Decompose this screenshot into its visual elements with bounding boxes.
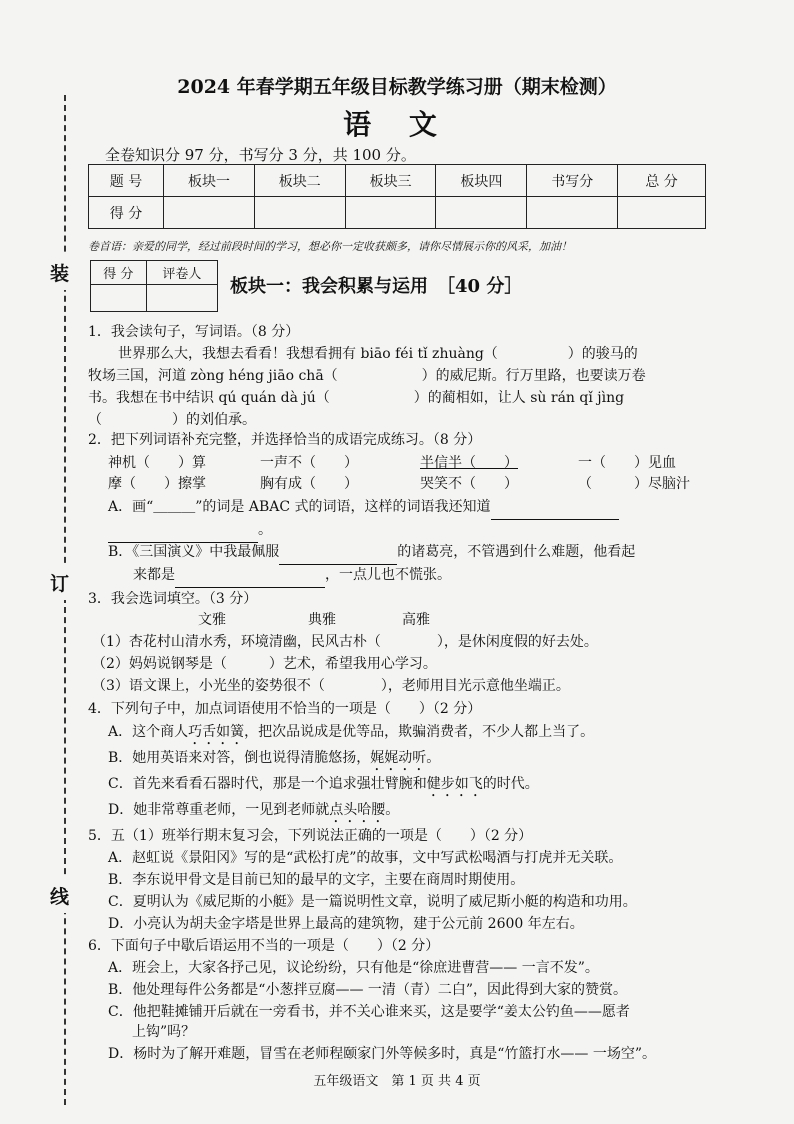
score-header-cell: 书写分 xyxy=(527,165,618,197)
section-one-heading: 板块一：我会积累与运用 ［40 分］ xyxy=(230,276,523,297)
q2-part-a-text: A．画“＿＿＿”的词是 ABAC 式的词语，这样的词语我还知道 xyxy=(108,499,491,515)
q2-word-underlined: 半信半（ ） xyxy=(420,455,518,471)
q2-word: 哭笑不（ ） xyxy=(420,476,518,492)
q4-option-a xyxy=(108,720,594,748)
q4-text: 的时代。 xyxy=(482,776,539,792)
preface: 卷首语：亲爱的同学，经过前段时间的学习，想必你一定收获颇多，请你尽情展示你的风采，加油！ xyxy=(88,240,572,253)
score-cell[interactable] xyxy=(436,197,527,229)
grader-name-label: 评卷人 xyxy=(146,261,217,285)
grader-score-cell[interactable] xyxy=(91,285,147,312)
binding-label-zhuang: 装 xyxy=(50,255,69,290)
answer-blank[interactable] xyxy=(491,495,619,520)
q5-title: 5．五（1）班举行期末复习会，下列说法正确的一项是（ ）（2 分） xyxy=(88,828,533,844)
q4-dotted-word: 娓娓动听 xyxy=(370,750,427,766)
binding-label-ding: 订 xyxy=(50,565,69,600)
q3-word-option: 高雅 xyxy=(402,612,430,628)
q2-part-b-cont xyxy=(133,563,451,588)
q3-title: 3．我会选词填空。（3 分） xyxy=(88,591,258,607)
q1-line: （ ）的刘伯承。 xyxy=(88,412,256,428)
subject-title: 语 文 xyxy=(343,108,451,141)
answer-blank[interactable] xyxy=(279,540,397,565)
score-cell[interactable] xyxy=(527,197,618,229)
q4-option-b xyxy=(108,746,440,774)
q5-option-a: A．赵虹说《景阳冈》写的是“武松打虎”的故事，文中写武松喝酒与打虎并无关联。 xyxy=(108,850,623,866)
grader-score-label: 得 分 xyxy=(91,261,147,285)
q6-option-a: A．班会上，大家各抒己见，议论纷纷，只有他是“徐庶进曹营—— 一言不发”。 xyxy=(108,960,599,976)
score-table xyxy=(88,164,706,229)
q6-option-b: B．他处理每件公务都是“小葱拌豆腐—— 一清（青）二白”，因此得到大家的赞赏。 xyxy=(108,982,628,998)
score-cell[interactable] xyxy=(254,197,345,229)
score-header-cell: 板块四 xyxy=(436,165,527,197)
q3-word-option: 文雅 xyxy=(198,612,226,628)
answer-blank[interactable] xyxy=(175,563,325,588)
score-table-score-row xyxy=(89,197,706,229)
binding-dashed-line xyxy=(64,95,66,1105)
q3-sentence: （2）妈妈说钢琴是（ ）艺术，希望我用心学习。 xyxy=(92,656,437,672)
q3-sentence: （3）语文课上，小光坐的姿势很不（ ），老师用目光示意他坐端正。 xyxy=(92,678,570,694)
score-header-cell: 板块三 xyxy=(345,165,436,197)
q4-text: 。 xyxy=(426,750,441,766)
score-cell[interactable] xyxy=(618,197,706,229)
q4-text: D．她非常尊重老师，一见到老师就 xyxy=(108,802,330,818)
q2-word: 胸有成（ ） xyxy=(260,476,358,492)
score-header-cell: 板块二 xyxy=(254,165,345,197)
score-header-cell: 题 号 xyxy=(89,165,164,197)
exam-title: 2024 年春学期五年级目标教学练习册（期末检测） xyxy=(177,76,617,98)
q3-sentence: （1）杏花村山清水秀，环境清幽，民风古朴（ ），是休闲度假的好去处。 xyxy=(92,634,598,650)
q6-option-d: D．杨时为了解开难题，冒雪在老师程颐家门外等候多时，真是“竹篮打水—— 一场空”。 xyxy=(108,1046,656,1062)
q6-title: 6．下面句子中歇后语运用不当的一项是（ ）（2 分） xyxy=(88,938,440,954)
q2-part-a xyxy=(108,495,619,520)
q2-part-b-text: B．《三国演义》中我最佩服 xyxy=(108,544,280,560)
q4-dotted-word: 巧舌如簧 xyxy=(188,724,245,740)
q2-part-b-text: 的诸葛亮，不管遇到什么难题，他看起 xyxy=(397,544,636,560)
q2-word: 一声不（ ） xyxy=(260,455,358,471)
q2-word: 一（ ）见血 xyxy=(578,455,676,471)
score-summary: 全卷知识分 97 分，书写分 3 分，共 100 分。 xyxy=(105,146,416,164)
q5-option-d: D．小亮认为胡夫金字塔是世界上最高的建筑物，建于公元前 2600 年左右。 xyxy=(108,916,584,932)
q4-text: 。 xyxy=(385,802,400,818)
score-header-cell: 板块一 xyxy=(164,165,255,197)
q2-word: （ ）尽脑汁 xyxy=(578,476,690,492)
grader-name-cell[interactable] xyxy=(146,285,217,312)
q5-option-c: C．夏明认为《威尼斯的小艇》是一篇说明性文章，说明了威尼斯小艇的构造和功用。 xyxy=(108,894,637,910)
q4-text: C．首先来看看石器时代，那是一个追求强壮臂腕和 xyxy=(108,776,427,792)
score-row-label: 得 分 xyxy=(89,197,164,229)
q1-line: 书。我想在书中结识 qú quán dà jú（ ）的蔺相如，让人 sù rán qǐ jìng xyxy=(88,390,625,406)
q2-word: 神机（ ）算 xyxy=(108,455,206,471)
q4-option-c xyxy=(108,772,539,800)
q2-part-b-text: 来都是 xyxy=(133,567,175,583)
score-table-header-row xyxy=(89,165,706,197)
page-footer: 五年级语文 第 1 页 共 4 页 xyxy=(313,1074,481,1089)
q6-option-c-cont: 上钩”吗？ xyxy=(132,1024,196,1040)
grader-table xyxy=(90,260,218,312)
q2-word: 摩（ ）擦掌 xyxy=(108,476,206,492)
binding-label-xian: 线 xyxy=(50,878,69,913)
q2-part-b xyxy=(108,540,635,565)
q4-text: A．这个商人 xyxy=(108,724,189,740)
q4-text: B．她用英语来对答，倒也说得清脆悠扬， xyxy=(108,750,371,766)
q2-part-b-text: ，一点儿也不慌张。 xyxy=(325,567,451,583)
q4-dotted-word: 健步如飞 xyxy=(426,776,483,792)
q4-text: ，把次品说成是优等品，欺骗消费者，不少人都上当了。 xyxy=(244,724,595,740)
score-header-cell: 总 分 xyxy=(618,165,706,197)
q4-dotted-word: 点头哈腰 xyxy=(329,802,386,818)
q6-option-c: C．他把鞋摊铺开后就在一旁看书，并不关心谁来买，这是要学“姜太公钓鱼——愿者 xyxy=(108,1004,630,1020)
score-cell[interactable] xyxy=(345,197,436,229)
q3-word-option: 典雅 xyxy=(308,612,336,628)
q2-title: 2．把下列词语补充完整，并选择恰当的成语完成练习。（8 分） xyxy=(88,432,482,448)
q5-option-b: B．李东说甲骨文是目前已知的最早的文字，主要在商周时期使用。 xyxy=(108,872,525,888)
q1-line: 牧场三国，河道 zòng héng jiāo chā（ ）的威尼斯。行万里路，也要读万卷 xyxy=(88,368,646,384)
q1-line: 世界那么大，我想去看看！我想看拥有 biāo féi tǐ zhuàng（ ）的骏马的 xyxy=(118,346,638,362)
q1-title: 1．我会读句子，写词语。（8 分） xyxy=(88,324,300,340)
q4-title: 4．下列句子中，加点词语使用不恰当的一项是（ ）（2 分） xyxy=(88,701,482,717)
score-cell[interactable] xyxy=(164,197,255,229)
period: 。 xyxy=(258,522,272,538)
q4-option-d xyxy=(108,798,399,826)
